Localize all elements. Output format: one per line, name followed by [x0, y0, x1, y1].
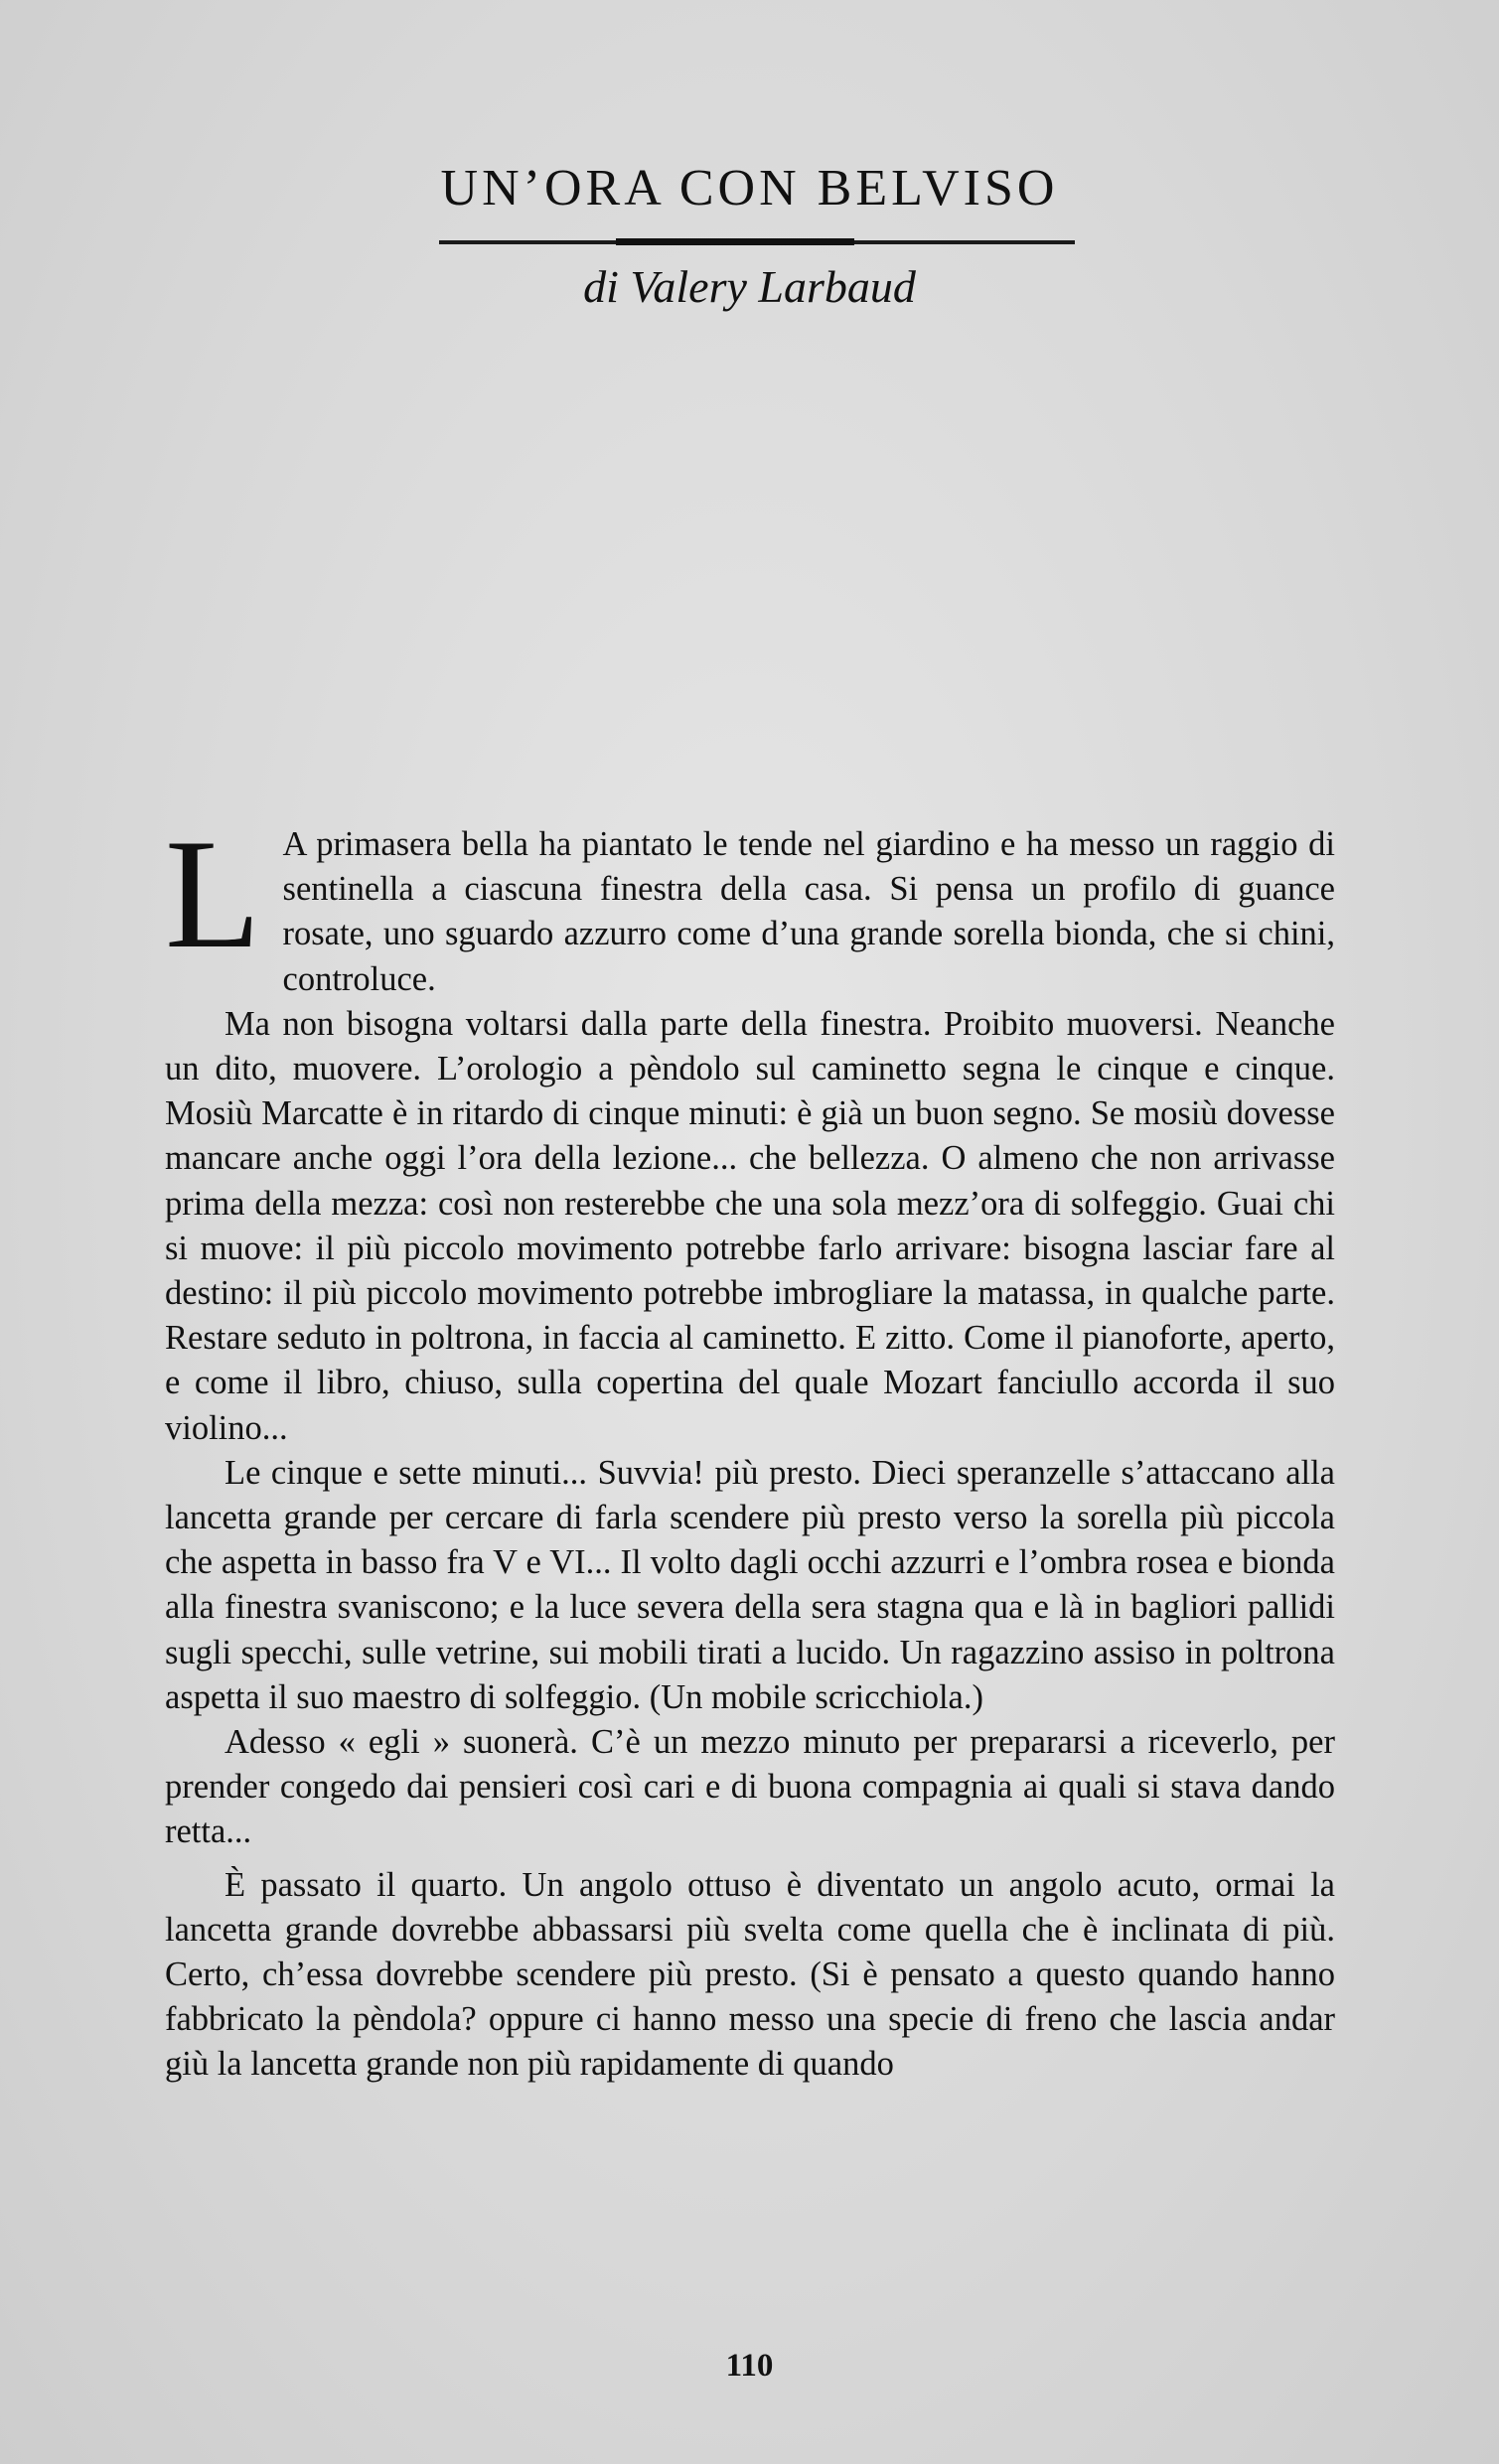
paragraph: È passato il quarto. Un angolo ottuso è diventato un angolo acuto, ormai la lancetta grande dovrebbe abbassarsi più svelta come quella che è inclinata di più. Certo, ch’essa dovrebbe scendere più presto. (Si è pensato a questo quando hanno fabbricato la pèndola? oppure ci hanno messo una specie di freno che lascia andar giù la lancetta grande non più rapidamente di quando: [165, 1865, 1335, 2084]
article-author: di Valery Larbaud: [583, 261, 916, 312]
drop-cap: L: [165, 807, 261, 981]
article-body: [165, 807, 1335, 2088]
article-title: UN’ORA CON BELVISO: [440, 160, 1059, 217]
paragraph: Ma non bisogna voltarsi dalla parte della finestra. Proibito muoversi. Neanche un dito, muovere. L’orologio a pèndolo sul caminetto segna le cinque e cinque. Mosiù Marcatte è in ritardo di cinque minuti: è già un buon segno. Se mosiù dovesse mancare anche oggi l’ora della lezione... che bellezza. O almeno che non arrivasse prima della mezza: così non resterebbe che una sola mezz’ora di solfeggio. Guai chi si muove: il più piccolo movimento potrebbe farlo arrivare: bisogna lasciar fare al destino: il più piccolo movimento potrebbe imbrogliare la matassa, in qualche parte. Restare seduto in poltrona, in faccia al caminetto. E zitto. Come il pianoforte, aperto, e come il libro, chiuso, sulla copertina del quale Mozart fanciullo accorda il suo violino...: [165, 1004, 1335, 1447]
paragraph: [165, 807, 1335, 1002]
paragraph: Le cinque e sette minuti... Suvvia! più presto. Dieci speranzelle s’attaccano alla lancetta grande per cercare di farla scendere più presto verso la sorella più piccola che aspetta in basso fra V e VI... Il volto dagli occhi azzurri e l’ombra rosea e bionda alla finestra svaniscono; e la luce severa della sera stagna qua e là in bagliori pallidi sugli specchi, sulle vetrine, sui mobili tirati a lucido. Un ragazzino assiso in poltrona aspetta il suo maestro di solfeggio. (Un mobile scricchiola.): [165, 1453, 1335, 1716]
paragraph-text: A primasera bella ha piantato le tende nel giardino e ha messo un raggio di sentinella a ciascuna finestra della casa. Si pensa un profilo di guance rosate, uno sguardo azzurro come d’una grande sorella bionda, che si chini, controluce.: [282, 825, 1335, 998]
title-rule-accent: [616, 238, 854, 245]
page-number: 110: [725, 2348, 774, 2384]
paragraph: Adesso « egli » suonerà. C’è un mezzo minuto per prepararsi a riceverlo, per prender congedo dai pensieri così cari e di buona compagnia ai quali si stava dando retta...: [165, 1723, 1335, 1851]
